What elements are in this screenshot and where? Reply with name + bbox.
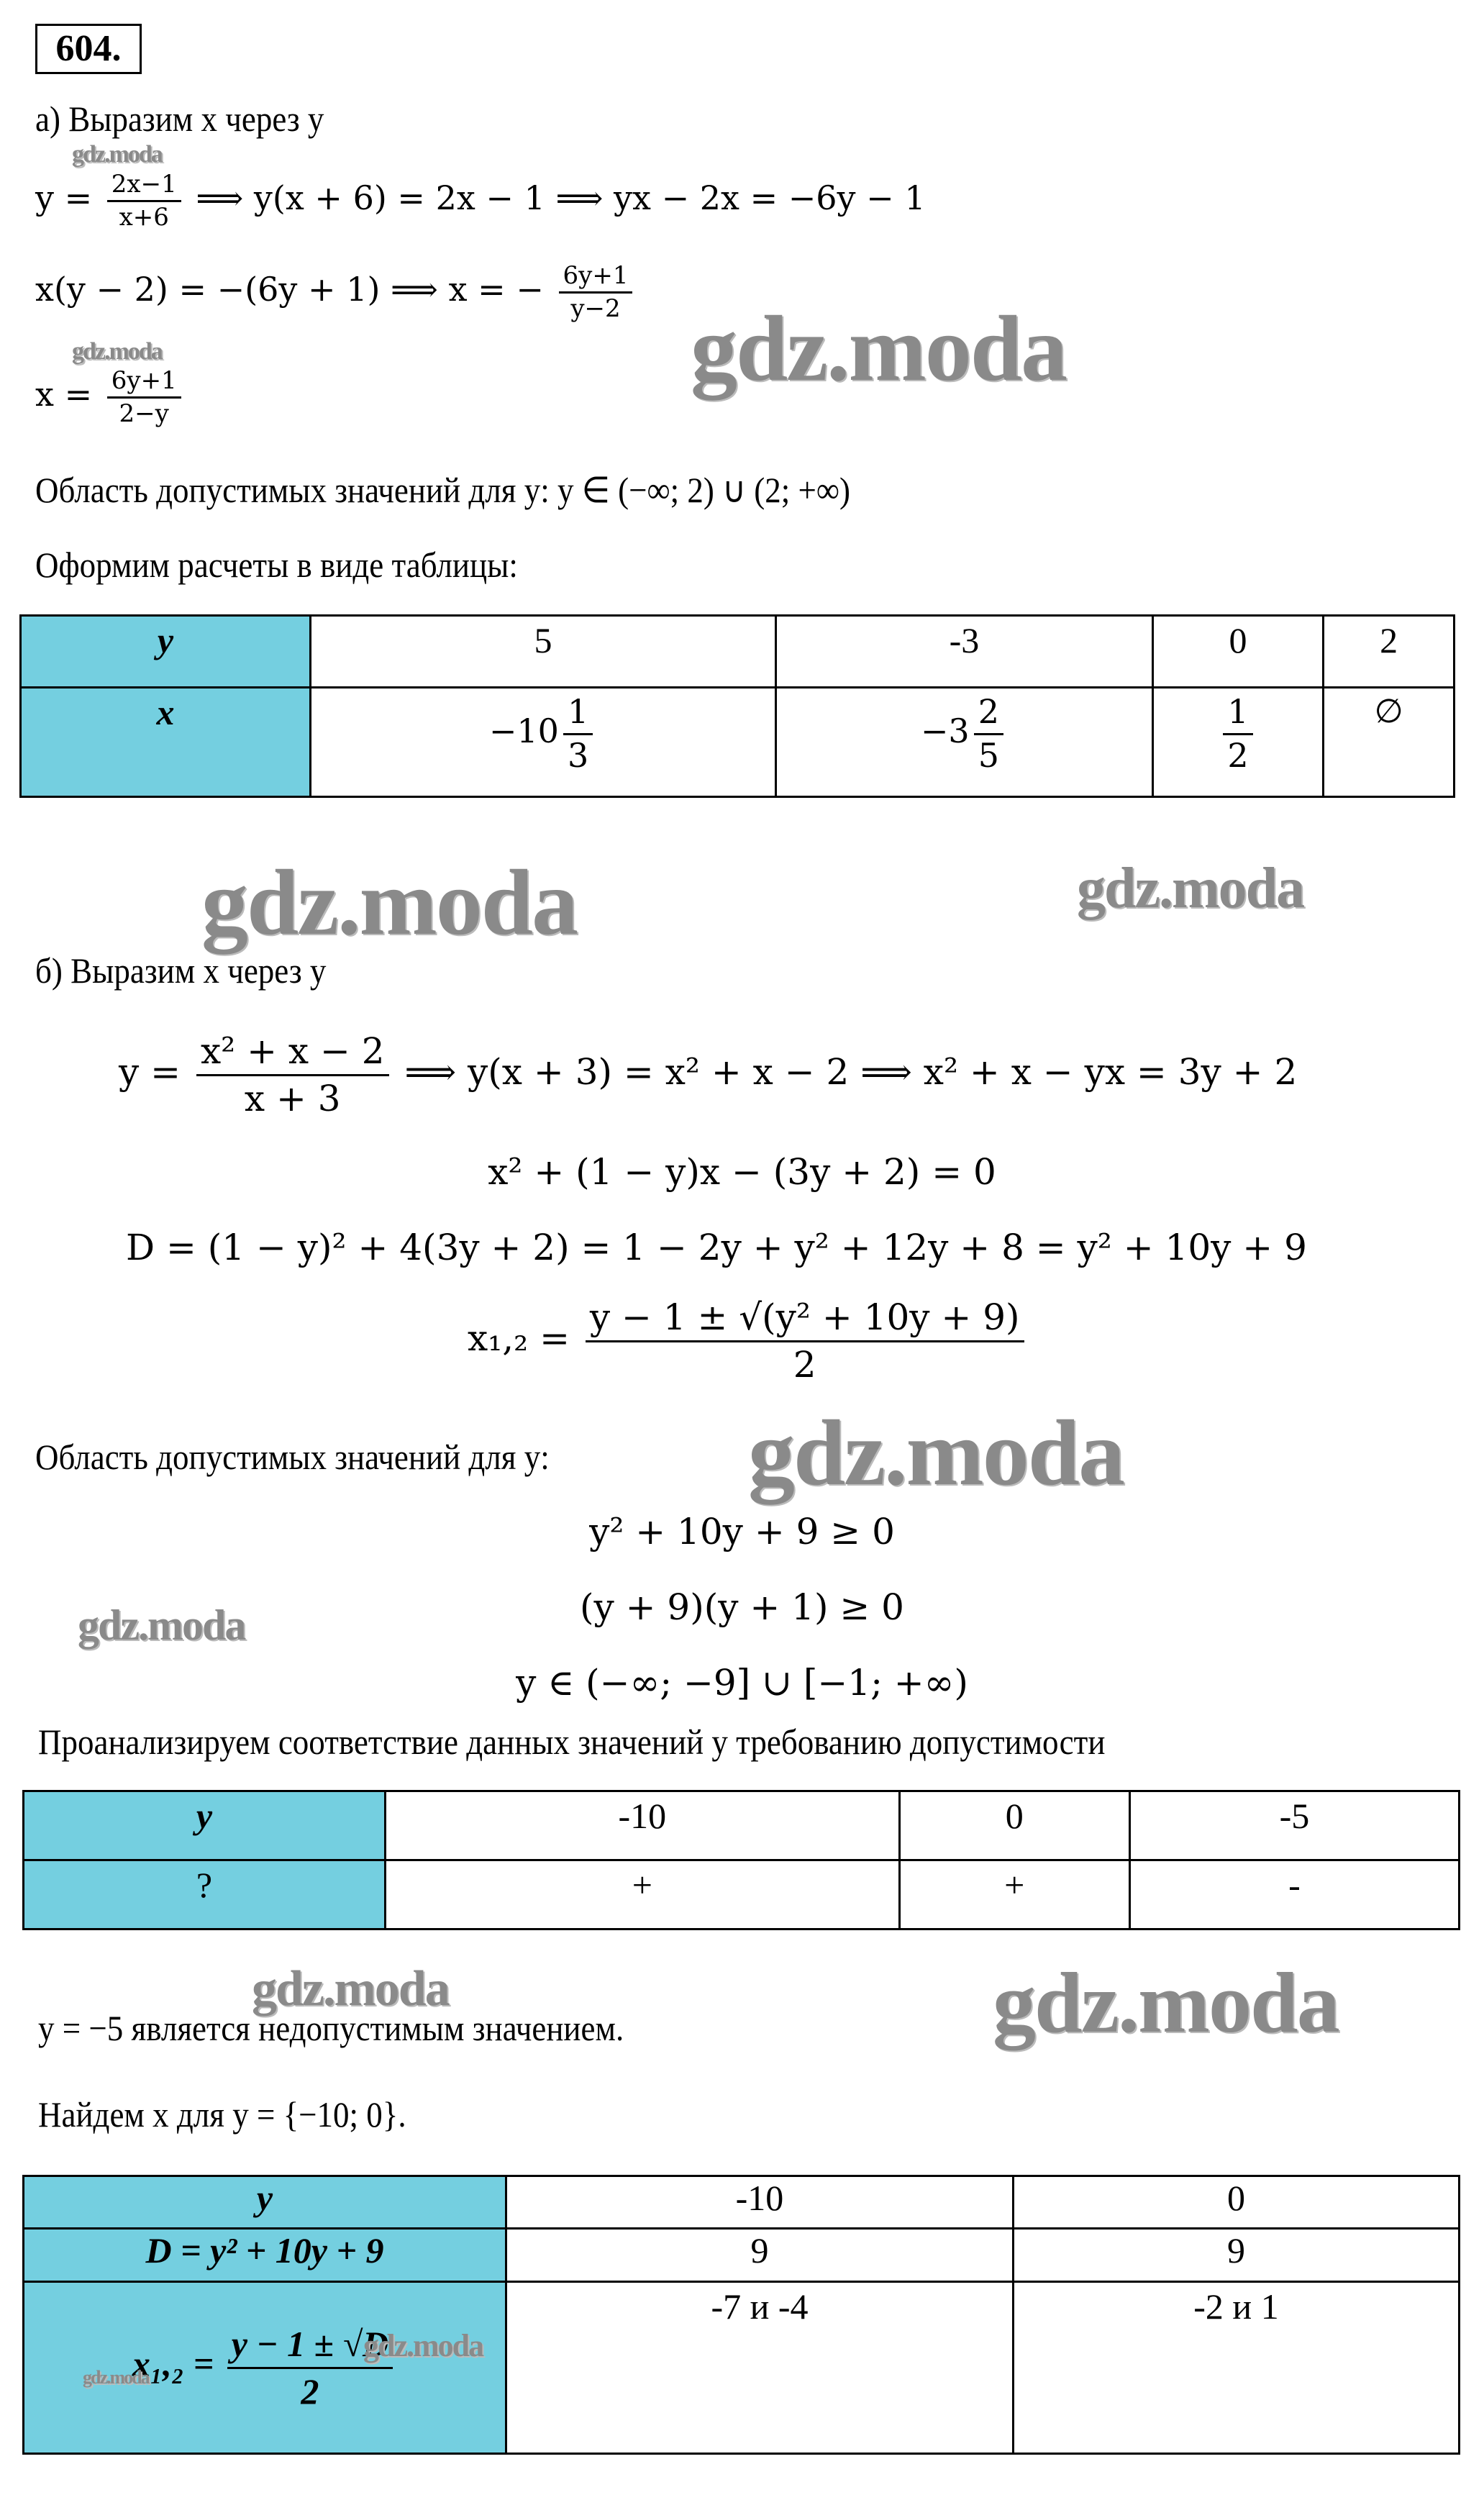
numerator: 6y+1: [559, 260, 633, 294]
watermark-small: gdz.moda: [83, 2367, 149, 2388]
table-cell: -5: [1129, 1791, 1459, 1860]
problem-number: 604.: [35, 24, 142, 74]
numerator: 2x−1: [107, 169, 181, 202]
watermark-large: gdz.moda: [691, 297, 1067, 401]
eq-lhs: x(y − 2) = −(6y + 1) ⟹ x = −: [35, 270, 544, 309]
numerator: y − 1 ± √(y² + 10y + 9): [586, 1295, 1024, 1342]
fraction: [1223, 691, 1252, 776]
row-header: y: [24, 2176, 506, 2229]
part-b-conclusion: y = −5 является недопустимым значением.: [38, 2008, 624, 2048]
table-cell: [776, 688, 1153, 797]
table-row: [24, 1860, 1460, 1929]
table-cell: 0: [1013, 2176, 1459, 2229]
denominator: x+6: [119, 202, 169, 232]
fraction: [586, 1295, 1024, 1387]
part-b-eq4: [468, 1295, 1029, 1387]
table-cell: 0: [1152, 616, 1323, 688]
eq-rest: ⟹ y(x + 3) = x² + x − 2 ⟹ x² + x − yx = 3y + 2: [404, 1051, 1298, 1093]
whole-part: −10: [488, 712, 559, 750]
eq-lhs: x₁,₂ =: [468, 1317, 570, 1359]
watermark-small: gdz.moda: [363, 2328, 483, 2363]
part-b-eq3: D = (1 − y)² + 4(3y + 2) = 1 − 2y + y² + 12y + 8 = y² + 10y + 9: [126, 1227, 1307, 1268]
table-cell: 5: [311, 616, 776, 688]
table-cell: -7 и -4: [506, 2282, 1014, 2454]
part-b-analysis-intro: Проанализируем соответствие данных значений y требованию допустимости: [38, 1722, 1106, 1762]
eq-lhs: y =: [35, 178, 93, 217]
table-b-result: [22, 2175, 1460, 2455]
table-row: [24, 2176, 1460, 2229]
eq-lhs: y =: [119, 1051, 181, 1093]
table-row: [21, 688, 1455, 797]
part-a-domain: Область допустимых значений для y: y ∈ (−∞; 2) ∪ (2; +∞): [35, 470, 850, 510]
denominator: 2: [301, 2371, 319, 2412]
table-cell: +: [386, 1860, 900, 1929]
table-b-check: [22, 1790, 1460, 1930]
part-a-table-intro: Оформим расчеты в виде таблицы:: [35, 545, 518, 585]
table-row: [24, 1791, 1460, 1860]
eq-rest: ⟹ y(x + 6) = 2x − 1 ⟹ yx − 2x = −6y − 1: [196, 178, 926, 217]
part-b-eq1: [119, 1029, 1297, 1121]
watermark-large: gdz.moda: [993, 1955, 1339, 2050]
denominator: y−2: [570, 294, 621, 323]
eq-lhs: x₁,₂ =: [132, 2343, 214, 2384]
numerator: y − 1 ± √D: [227, 2322, 393, 2369]
fraction: [107, 169, 181, 232]
table-cell: -3: [776, 616, 1153, 688]
row-header: y: [21, 616, 311, 688]
eq-lhs: x =: [35, 375, 93, 414]
watermark-medium: gdz.moda: [252, 1961, 449, 2017]
table-cell: 2: [1324, 616, 1455, 688]
numerator: 6y+1: [107, 365, 181, 399]
denominator: 2: [793, 1343, 816, 1386]
table-cell: -2 и 1: [1013, 2282, 1459, 2454]
denominator: x + 3: [244, 1077, 341, 1119]
fraction: [196, 1029, 389, 1121]
table-row: [24, 2282, 1460, 2454]
numerator: 1: [1223, 691, 1252, 735]
numerator: 1: [563, 691, 593, 735]
table-cell: +: [899, 1860, 1129, 1929]
table-a: [19, 614, 1455, 798]
table-cell: 9: [1013, 2229, 1459, 2282]
denominator: 3: [567, 735, 589, 775]
part-b-heading: б) Выразим x через y: [35, 950, 327, 991]
denominator: 5: [978, 735, 999, 775]
part-b-domain-label: Область допустимых значений для y:: [35, 1437, 550, 1477]
part-b-find-intro: Найдем x для y = {−10; 0}.: [38, 2094, 406, 2135]
table-cell: -10: [386, 1791, 900, 1860]
row-header: y: [24, 1791, 386, 1860]
row-header: D = y² + 10y + 9: [24, 2229, 506, 2282]
denominator: 2−y: [119, 399, 169, 428]
watermark-large: gdz.moda: [748, 1401, 1124, 1505]
fraction: [974, 691, 1003, 776]
table-cell: 0: [899, 1791, 1129, 1860]
part-a-eq1: [35, 169, 926, 232]
fraction: [559, 260, 633, 324]
watermark-medium: gdz.moda: [1077, 857, 1304, 920]
numerator: x² + x − 2: [196, 1029, 389, 1076]
table-cell: ∅: [1324, 688, 1455, 797]
table-cell: [1152, 688, 1323, 797]
watermark-large: gdz.moda: [201, 851, 578, 955]
part-a-eq3: [35, 365, 186, 429]
watermark-small: gdz.moda: [72, 141, 162, 168]
part-b-ineq2: (y + 9)(y + 1) ≥ 0: [579, 1586, 904, 1628]
row-header: ?: [24, 1860, 386, 1929]
numerator: 2: [974, 691, 1003, 735]
table-cell: 9: [506, 2229, 1014, 2282]
whole-part: −3: [920, 712, 970, 750]
row-header: x: [21, 688, 311, 797]
fraction: [563, 691, 593, 776]
table-cell: -10: [506, 2176, 1014, 2229]
part-b-ineq3: y ∈ (−∞; −9] ∪ [−1; +∞): [516, 1662, 968, 1704]
part-a-heading: а) Выразим x через y: [35, 99, 324, 139]
fraction: [107, 365, 181, 429]
watermark-small: gdz.moda: [72, 338, 162, 365]
table-cell: [311, 688, 776, 797]
watermark-medium: gdz.moda: [78, 1601, 245, 1649]
part-b-eq2: x² + (1 − y)x − (3y + 2) = 0: [488, 1151, 996, 1193]
part-b-ineq1: y² + 10y + 9 ≥ 0: [589, 1511, 895, 1553]
denominator: 2: [1227, 735, 1249, 775]
table-row: [21, 616, 1455, 688]
table-row: [24, 2229, 1460, 2282]
table-cell: -: [1129, 1860, 1459, 1929]
part-a-eq2: [35, 260, 637, 324]
